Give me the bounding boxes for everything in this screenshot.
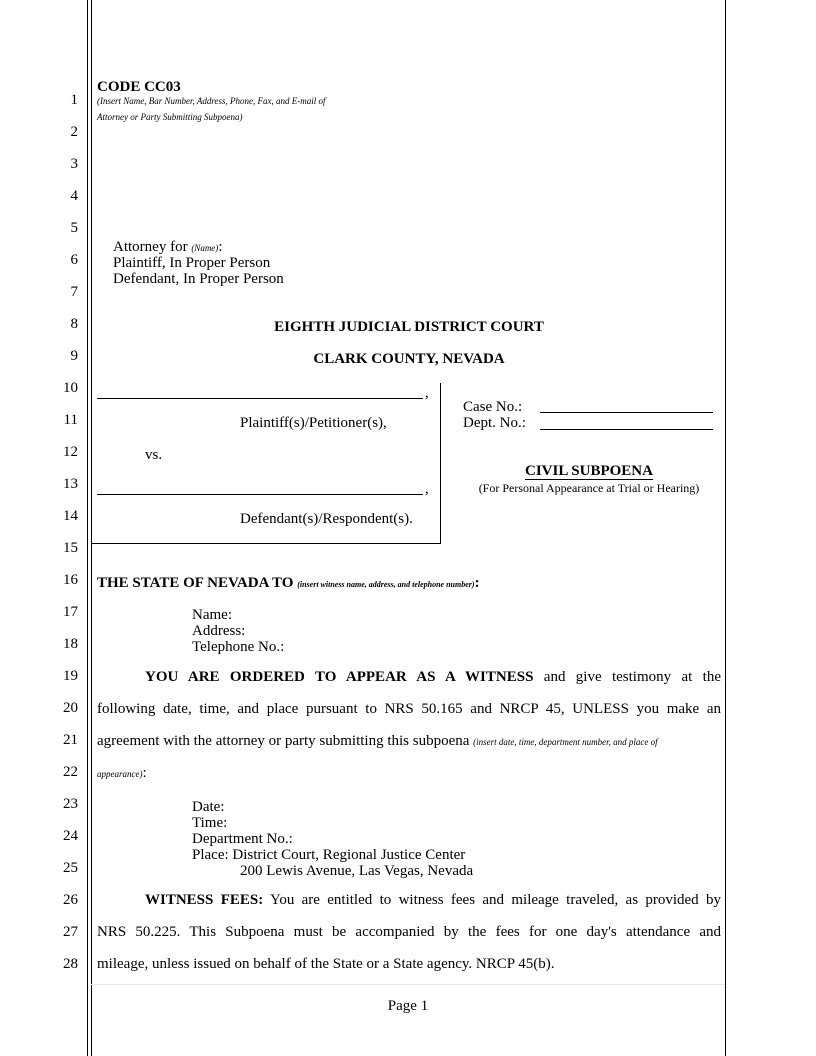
plaintiff-comma: ,	[425, 385, 429, 401]
order-line-1-rest: and give testimony at the	[543, 669, 721, 685]
court-county: CLARK COUNTY, NEVADA	[313, 351, 505, 367]
line-number: 22	[63, 764, 78, 780]
witness-heading-text: THE STATE OF NEVADA TO	[97, 575, 294, 591]
order-line-4-colon: :	[142, 765, 147, 781]
line-number: 12	[63, 444, 78, 460]
caption-box-bottom-border	[91, 543, 441, 544]
versus-label: vs.	[145, 447, 163, 463]
fees-line-2: NRS 50.225. This Subpoena must be accompanied by the fees for one day's attendance and	[97, 924, 721, 940]
line-number: 3	[70, 156, 78, 172]
attorney-for-label: Attorney for	[113, 239, 188, 255]
line-number: 14	[63, 508, 78, 524]
order-line-3-hint: (insert date, time, department number, and place of	[473, 737, 658, 747]
order-line-3	[97, 733, 658, 750]
attorney-instruction-line2: Attorney or Party Submitting Subpoena)	[97, 112, 243, 122]
order-line-3-text: agreement with the attorney or party submitting this subpoena	[97, 733, 470, 749]
line-number: 27	[63, 924, 78, 940]
witness-heading-colon: :	[474, 575, 480, 591]
line-number: 19	[63, 668, 78, 684]
defendant-name-blank[interactable]	[97, 494, 423, 495]
fees-bold-text: WITNESS FEES:	[145, 892, 264, 908]
fees-line-3: mileage, unless issued on behalf of the State or a State agency. NRCP 45(b).	[97, 956, 555, 972]
dept-no-blank[interactable]	[540, 429, 713, 430]
attorney-name-hint: (Name)	[191, 243, 219, 253]
left-margin-rule-inner	[91, 0, 92, 1056]
witness-telephone-label: Telephone No.:	[192, 639, 285, 655]
subpoena-title	[458, 463, 720, 480]
line-number: 9	[70, 348, 78, 364]
line-number: 2	[70, 124, 78, 140]
order-line-1	[145, 669, 721, 685]
line-number: 11	[63, 412, 78, 428]
footer-divider	[91, 984, 725, 985]
fees-line-1-rest: You are entitled to witness fees and mileage traveled, as provided by	[269, 892, 721, 908]
attorney-instruction-line1: (Insert Name, Bar Number, Address, Phone, Fax, and E-mail of	[97, 96, 326, 106]
line-number: 24	[63, 828, 78, 844]
fees-line-1	[145, 892, 721, 908]
defendant-label: Defendant(s)/Respondent(s).	[240, 511, 413, 527]
line-number: 18	[63, 636, 78, 652]
line-number: 1	[70, 92, 78, 108]
appearance-time-label: Time:	[192, 815, 228, 831]
case-no-label: Case No.:	[463, 399, 523, 415]
line-number: 20	[63, 700, 78, 716]
appearance-date-label: Date:	[192, 799, 225, 815]
line-number: 15	[63, 540, 78, 556]
line-number: 5	[70, 220, 78, 236]
witness-address-label: Address:	[192, 623, 246, 639]
plaintiff-name-blank[interactable]	[97, 398, 423, 399]
dept-no-label: Dept. No.:	[463, 415, 526, 431]
order-line-4	[97, 765, 147, 782]
plaintiff-label: Plaintiff(s)/Petitioner(s),	[240, 415, 387, 431]
line-number: 28	[63, 956, 78, 972]
witness-name-label: Name:	[192, 607, 232, 623]
case-no-blank[interactable]	[540, 412, 713, 413]
line-number: 25	[63, 860, 78, 876]
left-margin-rule-outer	[87, 0, 88, 1056]
defendant-comma: ,	[425, 481, 429, 497]
line-number: 26	[63, 892, 78, 908]
line-number: 13	[63, 476, 78, 492]
attorney-plaintiff-option: Plaintiff, In Proper Person	[113, 255, 271, 271]
appearance-place: Place: District Court, Regional Justice Center	[192, 847, 466, 863]
witness-heading	[97, 575, 480, 593]
line-number: 23	[63, 796, 78, 812]
right-margin-rule	[725, 0, 726, 1056]
appearance-department-label: Department No.:	[192, 831, 293, 847]
line-number: 16	[63, 572, 78, 588]
attorney-for-line	[113, 239, 222, 256]
line-number: 21	[63, 732, 78, 748]
line-number: 4	[70, 188, 78, 204]
order-line-4-hint: appearance)	[97, 769, 143, 779]
line-number: 6	[70, 252, 78, 268]
line-number: 7	[70, 284, 78, 300]
line-number: 10	[63, 380, 78, 396]
order-line-2: following date, time, and place pursuant to NRS 50.165 and NRCP 45, UNLESS you make an	[97, 701, 721, 717]
appearance-address: 200 Lewis Avenue, Las Vegas, Nevada	[240, 863, 474, 879]
order-bold-text: YOU ARE ORDERED TO APPEAR AS A WITNESS	[145, 669, 534, 685]
line-number: 8	[70, 316, 78, 332]
page-number: Page 1	[387, 998, 429, 1014]
caption-box-right-border	[440, 383, 441, 543]
form-code: CODE CC03	[97, 79, 181, 95]
subpoena-title-text: CIVIL SUBPOENA	[525, 463, 653, 479]
subpoena-subtitle: (For Personal Appearance at Trial or Hearing)	[478, 481, 700, 495]
attorney-defendant-option: Defendant, In Proper Person	[113, 271, 284, 287]
line-number: 17	[63, 604, 78, 620]
court-name: EIGHTH JUDICIAL DISTRICT COURT	[274, 319, 544, 335]
attorney-for-colon: :	[218, 239, 223, 255]
witness-heading-hint: (insert witness name, address, and telephone number)	[297, 580, 475, 589]
